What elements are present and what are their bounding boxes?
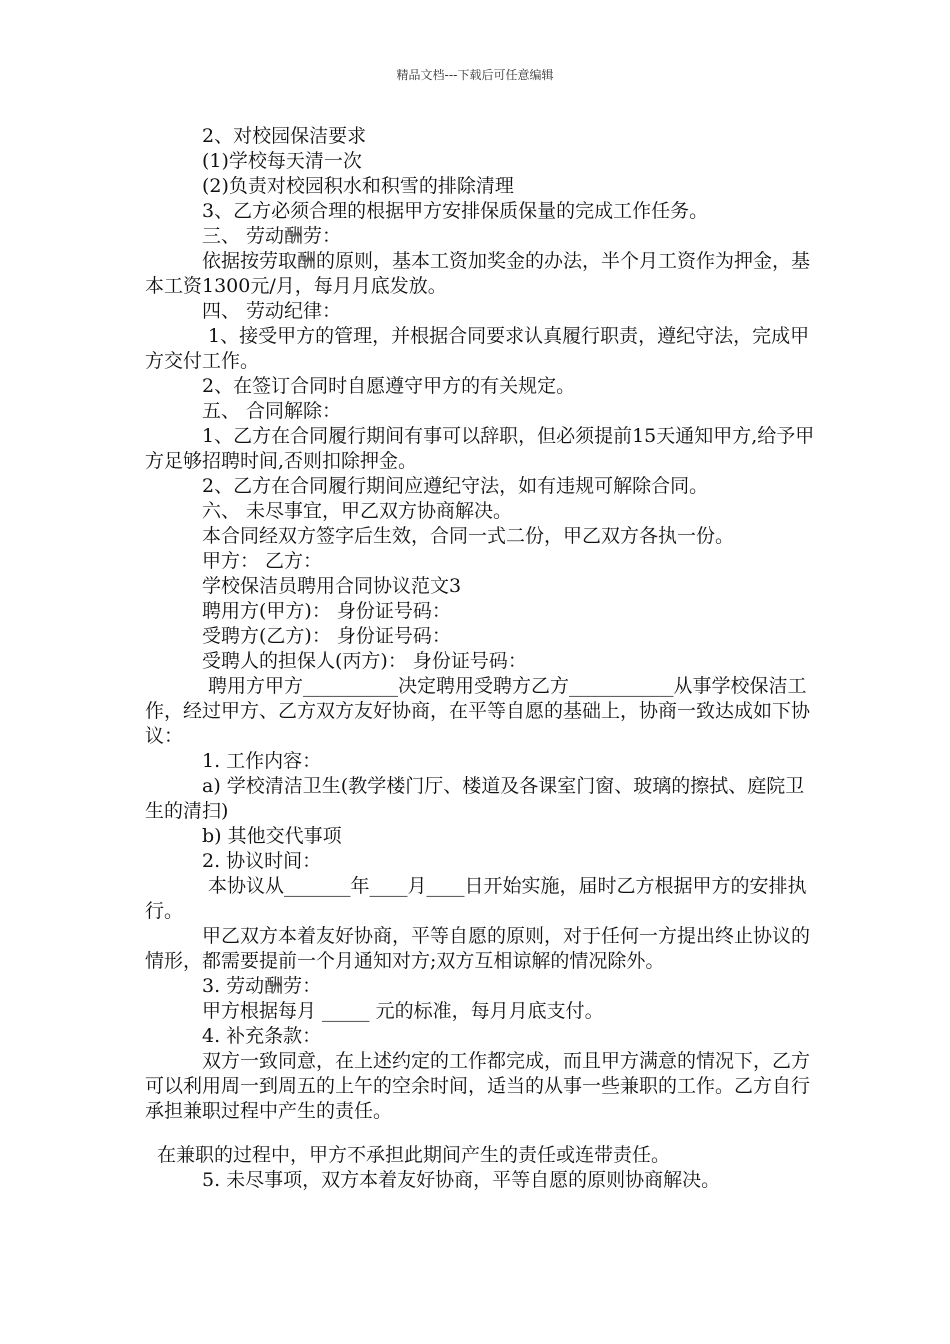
paragraph: 本合同经双方签字后生效，合同一式二份，甲乙双方各执一份。 <box>202 525 735 547</box>
paragraph: 2、乙方在合同履行期间应遵纪守法，如有违规可解除合同。 <box>202 475 709 497</box>
section-heading: 2. 协议时间： <box>202 850 322 872</box>
paragraph: a) 学校清洁卫生(教学楼门厅、楼道及各课室门窗、玻璃的擦拭、庭院卫生的清扫) <box>145 775 805 822</box>
paragraph: 2、对校园保洁要求 <box>202 125 367 147</box>
section-heading: 1. 工作内容： <box>202 750 322 772</box>
party-line: 聘用方(甲方)： 身份证号码： <box>202 600 451 622</box>
page-header: 精品文档---下载后可任意编辑 <box>396 68 554 82</box>
section-heading: 五、 合同解除： <box>202 400 342 422</box>
paragraph: 1、接受甲方的管理，并根据合同要求认真履行职责，遵纪守法，完成甲方交付工作。 <box>145 325 810 372</box>
section-heading: 3. 劳动酬劳： <box>202 975 322 997</box>
paragraph: 双方一致同意，在上述约定的工作都完成，而且甲方满意的情况下，乙方可以利用周一到周五的上午的空余时间，适当的从事一些兼职的工作。乙方自行承担兼职过程中产生的责任。 <box>145 1050 811 1122</box>
paragraph: (1)学校每天清一次 <box>202 150 362 172</box>
party-line: 受聘方(乙方)： 身份证号码： <box>202 625 451 647</box>
paragraph: (2)负责对校园积水和积雪的排除清理 <box>202 175 514 197</box>
paragraph: 1、乙方在合同履行期间有事可以辞职，但必须提前15天通知甲方,给予甲方足够招聘时间,否则扣除押金。 <box>145 425 815 472</box>
section-heading: 四、 劳动纪律： <box>202 300 342 322</box>
paragraph: 甲方根据每月 _____ 元的标准，每月月底支付。 <box>202 1000 604 1022</box>
paragraph: 甲乙双方本着友好协商，平等自愿的原则，对于任何一方提出终止协议的情形，都需要提前一个月通知对方;双方互相谅解的情况除外。 <box>145 925 811 972</box>
paragraph: 聘用方甲方__________决定聘用受聘方乙方___________从事学校保洁工作，经过甲方、乙方双方友好协商，在平等自愿的基础上，协商一致达成如下协议： <box>145 675 811 747</box>
section-heading: 4. 补充条款： <box>202 1025 322 1047</box>
document-body <box>145 124 815 1193</box>
paragraph: 依据按劳取酬的原则，基本工资加奖金的办法，半个月工资作为押金，基本工资1300元/月，每月月底发放。 <box>145 250 811 297</box>
blank-line <box>145 1124 815 1143</box>
party-line: 受聘人的担保人(丙方)： 身份证号码： <box>202 650 527 672</box>
section-heading: 六、 未尽事宜，甲乙双方协商解决。 <box>202 500 513 522</box>
section-heading: 三、 劳动酬劳： <box>202 225 342 247</box>
paragraph: 2、在签订合同时自愿遵守甲方的有关规定。 <box>202 375 576 397</box>
document-title: 学校保洁员聘用合同协议范文3 <box>202 575 462 597</box>
paragraph: 5. 未尽事项，双方本着友好协商，平等自愿的原则协商解决。 <box>202 1169 721 1191</box>
paragraph: 在兼职的过程中，甲方不承担此期间产生的责任或连带责任。 <box>157 1144 671 1166</box>
signature-line: 甲方： 乙方： <box>202 550 323 572</box>
paragraph: b) 其他交代事项 <box>202 825 342 847</box>
paragraph: 本协议从_______年____月____日开始实施，届时乙方根据甲方的安排执行。 <box>145 875 807 922</box>
paragraph: 3、乙方必须合理的根据甲方安排保质保量的完成工作任务。 <box>202 200 709 222</box>
